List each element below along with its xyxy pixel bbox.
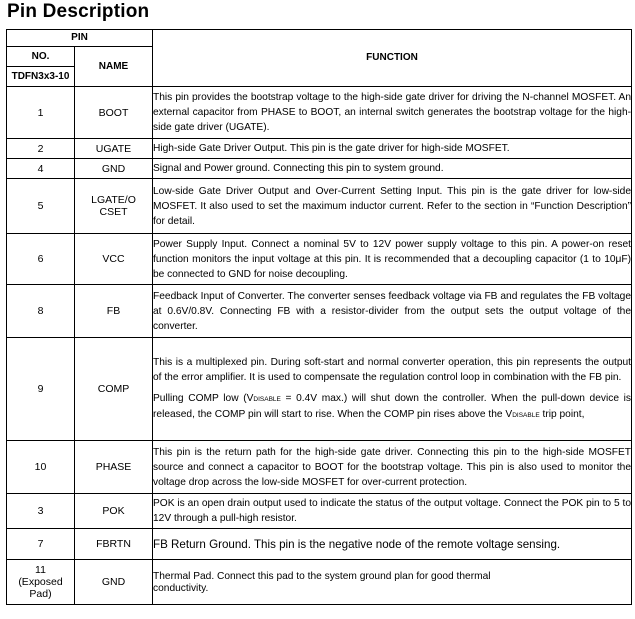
pin-function: Power Supply Input. Connect a nominal 5V to 12V power supply voltage to this pin. A power-on reset function monitors the input voltage at this pin. It is recommended that a decoupling capacitor (1 to 10μF) be connected to GND for noise decoupling. <box>153 234 632 285</box>
pin-function: FB Return Ground. This pin is the negative node of the remote voltage sensing. <box>153 529 632 560</box>
table-row <box>7 179 632 234</box>
table-row <box>7 560 632 605</box>
pin-group-header: PIN <box>7 30 153 47</box>
pin-function: This pin is the return path for the high-side gate driver. Connecting this pin to the high-side MOSFET source and connect a capacitor to BOOT for the bootstrap voltage. This pin is also used to monitor the voltage drop across the low-side MOSFET for over-current protection. <box>153 441 632 494</box>
page-title: Pin Description <box>7 1 150 22</box>
pin-function-paragraph: This is a multiplexed pin. During soft-start and normal converter operation, this pin represents the output of the error amplifier. It is used to compensate the regulation control loop in combination with the FB pin. <box>153 357 632 383</box>
pin-number: 4 <box>7 159 75 179</box>
pin-function-line: conductivity. <box>153 583 209 594</box>
pin-name: VCC <box>75 234 153 285</box>
pin-function: This pin provides the bootstrap voltage to the high-side gate driver for driving the N-channel MOSFET. An external capacitor from PHASE to BOOT, an internal switch generates the bootstrap voltage for the high-side gate driver (UGATE). <box>153 87 632 139</box>
pin-number-line: 11 <box>35 564 46 576</box>
function-text: = 0.4V max.) will shut down the controller. When the pull-down device is released, the COMP pin will start to rise. When the COMP pin rises above the V <box>153 393 631 420</box>
table-row <box>7 529 632 560</box>
pin-number: 9 <box>7 338 75 441</box>
pin-number: 10 <box>7 441 75 494</box>
pin-function: High-side Gate Driver Output. This pin is the gate driver for high-side MOSFET. <box>153 139 632 159</box>
table-row <box>7 87 632 139</box>
pin-function: Feedback Input of Converter. The converter senses feedback voltage via FB and regulates the FB voltage at 0.6V/0.8V. Connecting FB with a resistor-divider from the output sets the output voltage of the converter. <box>153 285 632 338</box>
pin-name-line: CSET <box>99 206 128 218</box>
pin-number: 1 <box>7 87 75 139</box>
pin-function: POK is an open drain output used to indicate the status of the output voltage. Connect the POK pin to 5 to 12V through a pull-high resistor. <box>153 494 632 529</box>
table-row <box>7 494 632 529</box>
table-row <box>7 139 632 159</box>
name-header: NAME <box>75 47 153 87</box>
pin-number: 7 <box>7 529 75 560</box>
pin-name: GND <box>75 159 153 179</box>
pin-name: GND <box>75 560 153 605</box>
pin-number: 5 <box>7 179 75 234</box>
table-row <box>7 159 632 179</box>
pin-function: Signal and Power ground. Connecting this pin to system ground. <box>153 159 632 179</box>
pin-name-line: LGATE/O <box>91 194 136 206</box>
pin-name: FBRTN <box>75 529 153 560</box>
pin-name: BOOT <box>75 87 153 139</box>
subscript: DISABLE <box>253 396 281 403</box>
pin-number: 8 <box>7 285 75 338</box>
pin-number: 2 <box>7 139 75 159</box>
function-text: trip point, <box>539 409 585 420</box>
pin-number: 3 <box>7 494 75 529</box>
pin-name: POK <box>75 494 153 529</box>
function-text: Pulling COMP low (V <box>153 393 254 404</box>
no-header: NO. <box>7 47 75 67</box>
pin-function-paragraph <box>153 391 631 423</box>
table-row <box>7 441 632 494</box>
pin-description-table <box>6 29 632 605</box>
table-row <box>7 285 632 338</box>
pin-function <box>153 560 632 605</box>
pin-function: Low-side Gate Driver Output and Over-Current Setting Input. This pin is the gate driver for low-side MOSFET. It also used to set the maximum inductor current. Refer to the section in “Function Description” for detail. <box>153 179 632 234</box>
pin-function <box>153 338 632 441</box>
pin-function-line: Thermal Pad. Connect this pad to the system ground plan for good thermal <box>153 571 491 582</box>
pin-name: FB <box>75 285 153 338</box>
pin-name <box>75 179 153 234</box>
pin-number <box>7 560 75 605</box>
pin-name: COMP <box>75 338 153 441</box>
table-row <box>7 338 632 441</box>
function-header: FUNCTION <box>153 30 632 87</box>
pin-name: PHASE <box>75 441 153 494</box>
header-row-top <box>7 30 632 47</box>
pin-number-line: Pad) <box>29 588 52 600</box>
pin-number-line: (Exposed <box>18 576 63 588</box>
package-header: TDFN3x3-10 <box>7 67 75 87</box>
subscript: DISABLE <box>512 412 540 419</box>
pin-number: 6 <box>7 234 75 285</box>
table-row <box>7 234 632 285</box>
pin-name: UGATE <box>75 139 153 159</box>
